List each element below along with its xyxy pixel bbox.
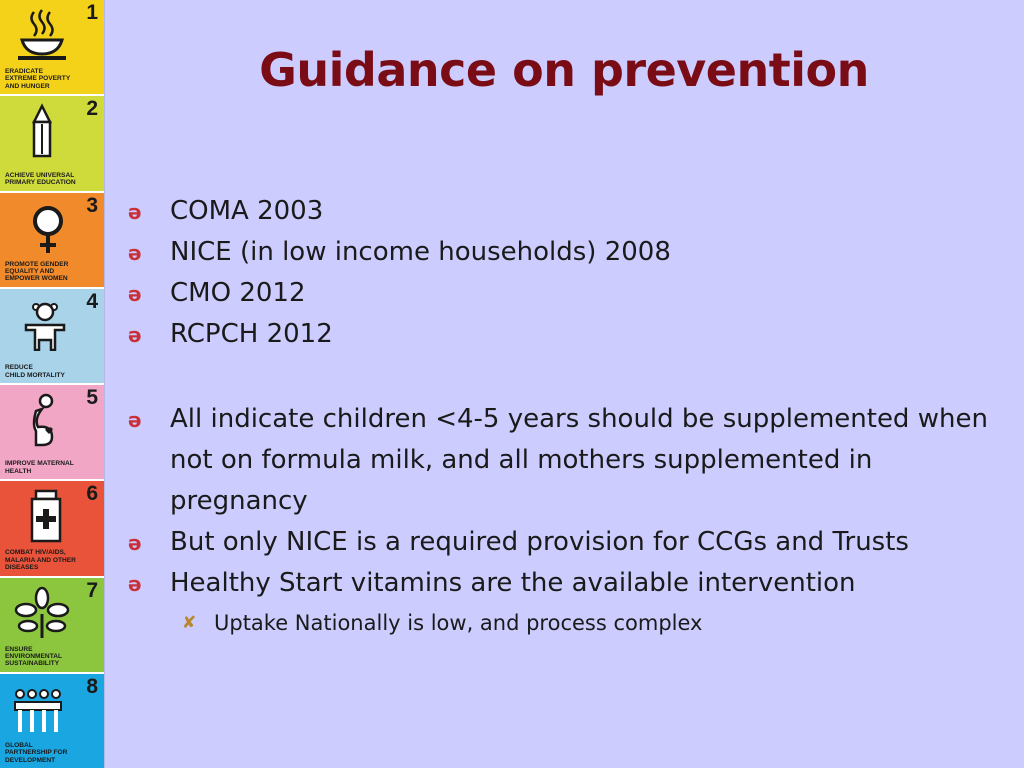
bullet-text: Healthy Start vitamins are the available intervention	[170, 568, 856, 598]
list-item	[128, 399, 988, 522]
mdg-sidebar	[0, 0, 105, 768]
goal-1-tile	[0, 0, 104, 96]
goal-6-tile	[0, 481, 104, 577]
bullet-marker-icon: ə	[128, 241, 142, 265]
bullet-marker-icon: ə	[128, 572, 142, 596]
bullet-text: CMO 2012	[170, 278, 306, 308]
goal-4-tile	[0, 289, 104, 385]
sub-bullet-text: Uptake Nationally is low, and process complex	[214, 611, 703, 635]
bullet-text: COMA 2003	[170, 196, 324, 226]
slide-title: Guidance on prevention	[259, 43, 869, 97]
goal-8-tile	[0, 674, 104, 768]
goal-number: 6	[86, 482, 98, 506]
bullet-marker-icon: ə	[128, 408, 142, 432]
goal-7-tile	[0, 578, 104, 674]
female-symbol-icon	[12, 199, 70, 255]
sub-bullet-marker-icon: ✘	[182, 613, 197, 633]
goal-label: ERADICATE EXTREME POVERTY AND HUNGER	[5, 68, 71, 90]
bullet-marker-icon: ə	[128, 200, 142, 224]
bullet-marker-icon: ə	[128, 282, 142, 306]
bullet-text: But only NICE is a required provision for CCGs and Trusts	[170, 527, 909, 557]
bullet-marker-icon: ə	[128, 531, 142, 555]
goal-label: ENSURE ENVIRONMENTAL SUSTAINABILITY	[5, 645, 63, 668]
plant-icon	[12, 584, 70, 640]
list-item	[128, 232, 988, 273]
people-group-icon	[12, 680, 70, 736]
medicine-jar-icon	[12, 487, 70, 543]
bowl-icon	[12, 6, 70, 62]
list-item	[128, 273, 988, 314]
goal-label: REDUCE CHILD MORTALITY	[5, 364, 65, 379]
goal-number: 4	[86, 289, 98, 313]
goal-label: GLOBAL PARTNERSHIP FOR DEVELOPMENT	[5, 741, 68, 764]
bullet-marker-icon: ə	[128, 323, 142, 347]
goal-number: 1	[86, 1, 98, 24]
bullet-list	[128, 191, 988, 642]
goal-label: PROMOTE GENDER EQUALITY AND EMPOWER WOMEN	[5, 260, 69, 283]
goal-number: 3	[86, 193, 98, 217]
bullet-text: All indicate children <4-5 years should be supplemented when not on formula milk, and all mothers supplemented in pregnancy	[170, 404, 988, 516]
pencil-icon	[12, 102, 70, 158]
list-item	[128, 522, 988, 563]
goal-number: 5	[86, 386, 98, 409]
goal-2-tile	[0, 96, 104, 192]
goal-3-tile	[0, 193, 104, 289]
sub-list-item	[128, 604, 988, 642]
bullet-text: RCPCH 2012	[170, 319, 333, 349]
goal-label: COMBAT HIV/AIDS, MALARIA AND OTHER DISEASES	[5, 549, 76, 572]
pregnant-woman-icon	[12, 391, 70, 447]
goal-number: 2	[86, 97, 98, 121]
list-item	[128, 314, 988, 355]
list-item	[128, 191, 988, 232]
goal-5-tile	[0, 385, 104, 481]
list-spacer	[128, 355, 988, 399]
slide-body	[128, 191, 988, 642]
goal-number: 7	[86, 578, 98, 602]
goal-label: ACHIEVE UNIVERSAL PRIMARY EDUCATION	[5, 171, 76, 187]
child-icon	[12, 295, 70, 351]
bullet-text: NICE (in low income households) 2008	[170, 237, 671, 267]
goal-number: 8	[86, 674, 98, 698]
list-item	[128, 563, 988, 604]
goal-label: IMPROVE MATERNAL HEALTH	[5, 460, 74, 475]
